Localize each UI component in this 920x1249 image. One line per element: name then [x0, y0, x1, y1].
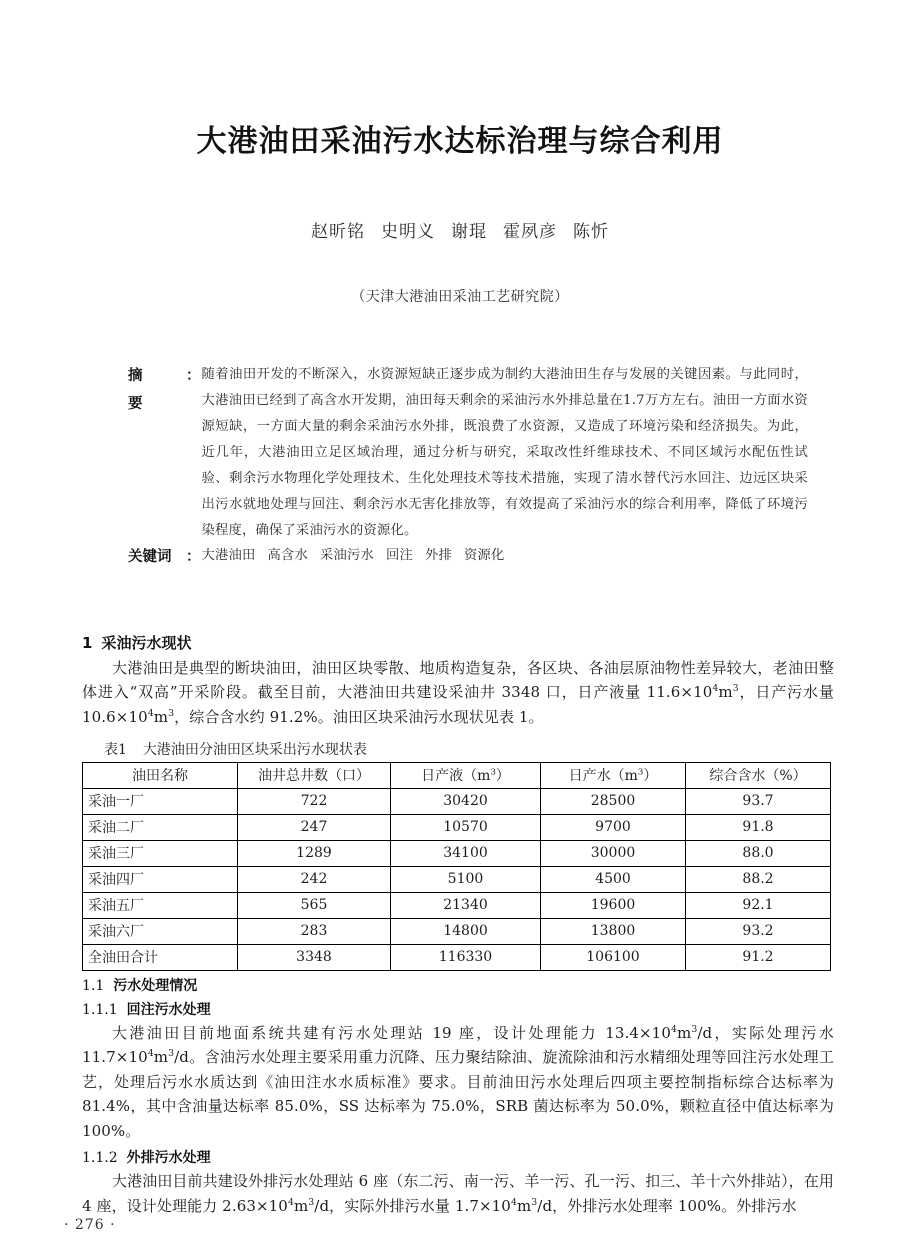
keyword-item: 外排: [425, 548, 452, 564]
author-name: 陈忻: [573, 222, 609, 242]
body-area: [0, 572, 920, 1219]
table-cell-oilfield-name: 采油二厂: [83, 814, 238, 840]
page-number: · 276 ·: [64, 1217, 116, 1233]
table-cell-oilfield-name: 全油田合计: [83, 944, 238, 970]
subsection-title: 污水处理情况: [113, 977, 198, 994]
author-list: [0, 161, 920, 242]
abstract-block: [0, 306, 920, 572]
table-row: [83, 814, 831, 840]
subsection-number: 1.1.1: [82, 1001, 118, 1018]
table-row: [83, 918, 831, 944]
abstract-text: 随着油田开发的不断深入，水资源短缺正逐步成为制约大港油田生存与发展的关键因素。与此同时，大港油田已经到了高含水开发期，油田每天剩余的采油污水外排总量在1.7万方左右。油田一方面水资源短缺，一方面大量的剩余采油污水外排，既浪费了水资源，又造成了环境污染和经济损失。为此，近几年，大港油田立足区域治理，通过分析与研究，采取改性纤维球技术、不同区域污水配伍性试验、剩余污水物理化学处理技术、生化处理技术等技术措施，实现了清水替代污水回注、边远区块采出污水就地处理与回注、剩余污水无害化排放等，有效提高了采油污水的综合利用率，降低了环境污染程度，确保了采油污水的资源化。: [201, 367, 808, 538]
table-cell-value: 19600: [541, 892, 686, 918]
section-heading-1: [82, 632, 834, 653]
table-row: [83, 840, 831, 866]
keyword-item: 资源化: [464, 548, 505, 564]
table-cell-value: 88.0: [686, 840, 831, 866]
table-cell-value: 92.1: [686, 892, 831, 918]
table-header: [83, 762, 831, 788]
table-column-header: 油井总井数（口）: [238, 762, 391, 788]
table-caption: [82, 739, 834, 759]
table-caption-number: 表1: [104, 741, 127, 758]
keyword-item: 采油污水: [320, 548, 374, 564]
table-cell-value: 116330: [391, 944, 541, 970]
keywords-colon: ：: [186, 549, 201, 566]
table-cell-value: 91.8: [686, 814, 831, 840]
section-number: 1: [82, 633, 93, 652]
subsection-title: 回注污水处理: [126, 1001, 211, 1018]
table-cell-value: 14800: [391, 918, 541, 944]
table-cell-value: 242: [238, 866, 391, 892]
keywords-row: [128, 543, 808, 571]
author-name: 谢琨: [451, 222, 487, 242]
section-title: 采油污水现状: [101, 633, 192, 652]
author-name: 史明义: [381, 222, 435, 242]
table-cell-value: 5100: [391, 866, 541, 892]
table-cell-value: 3348: [238, 944, 391, 970]
subsection-title: 外排污水处理: [126, 1150, 211, 1167]
table-row: [83, 788, 831, 814]
keywords-label: 关键词: [128, 549, 172, 566]
affiliation: （天津大港油田采油工艺研究院）: [351, 289, 569, 305]
abstract-row: [128, 362, 808, 543]
table-header-row: [83, 762, 831, 788]
paragraph-section-1-1-1: 大港油田目前地面系统共建有污水处理站 19 座，设计处理能力 $13.4\times 10^4m^3/d$，实际处理污水 $11.7\times 10^4m^3/d$。含油污水处理主要采用重力沉降、压力聚结除油、旋流除油和污水精细处理等回注污水处理工艺，处理后污水水质达到《油田注水水质标准》要求。目前油田污水处理后四项主要控制指标综合达标率为 81.4%，其中含油量达标率 85.0%，SS 达标率为 75.0%，SRB 菌达标率为 50.0%，颗粒直径中值达标率为 100%。: [82, 1023, 835, 1140]
table-caption-text: 大港油田分油田区块采出污水现状表: [142, 741, 367, 758]
table-cell-value: 283: [238, 918, 391, 944]
table-cell-value: 1289: [238, 840, 391, 866]
keyword-item: 大港油田: [201, 548, 256, 564]
table-cell-oilfield-name: 采油四厂: [83, 866, 238, 892]
paragraph-section-1-1-2: 大港油田目前共建设外排污水处理站 6 座（东二污、南一污、羊一污、孔一污、扣三、羊十六外排站），在用 4 座，设计处理能力 $2.63\times 10^4m^3/d$，实际外排污水量 $1.7\times 10^4m^3/d$，外排污水处理率 100%。外排污水: [82, 1172, 834, 1216]
table-cell-oilfield-name: 采油三厂: [83, 840, 238, 866]
subsection-number: 1.1.2: [82, 1150, 118, 1167]
page-title: 大港油田采油污水达标治理与综合利用: [196, 124, 724, 159]
keyword-item: 高含水: [267, 548, 308, 564]
subsection-number: 1.1: [82, 977, 105, 994]
table-cell-value: 30420: [391, 788, 541, 814]
paragraph-section-1: 大港油田是典型的断块油田，油田区块零散、地质构造复杂，各区块、各油层原油物性差异较大，老油田整体进入“双高”开采阶段。截至目前，大港油田共建设采油井 3348 口，日产液量 $11.6\times 10^4m^3$，日产污水量 $10.6\times 10^4m^3$，综合含水约 91.2%。油田区块采油污水现状见表 1。: [82, 658, 834, 726]
table-cell-oilfield-name: 采油五厂: [83, 892, 238, 918]
author-name: 霍夙彦: [503, 222, 557, 242]
section-heading-1-1-2: [82, 1147, 834, 1167]
table-cell-value: 106100: [541, 944, 686, 970]
table-cell-value: 28500: [541, 788, 686, 814]
table-column-header: 日产水$(m^3)$: [541, 762, 686, 788]
table-cell-value: 93.7: [686, 788, 831, 814]
table-cell-value: 91.2: [686, 944, 831, 970]
table-oilfield-wastewater: [82, 762, 831, 971]
table-cell-value: 21340: [391, 892, 541, 918]
table-cell-value: 30000: [541, 840, 686, 866]
abstract-colon: ：: [186, 368, 201, 384]
table-cell-value: 247: [238, 814, 391, 840]
table-cell-value: 34100: [391, 840, 541, 866]
table-cell-value: 88.2: [686, 866, 831, 892]
keywords-list: [202, 543, 809, 569]
section-heading-1-1: [82, 975, 834, 995]
table-column-header: 综合含水（%）: [686, 762, 831, 788]
table-cell-value: 722: [238, 788, 391, 814]
table-cell-value: 93.2: [686, 918, 831, 944]
table-row: [83, 892, 831, 918]
table-cell-value: 565: [238, 892, 391, 918]
table-cell-oilfield-name: 采油六厂: [83, 918, 238, 944]
table-row: [83, 944, 831, 970]
table-cell-value: 4500: [541, 866, 686, 892]
section-heading-1-1-1: [82, 999, 834, 1019]
table-column-header: 日产液$(m^3)$: [391, 762, 541, 788]
table-cell-value: 9700: [541, 814, 686, 840]
abstract-label: 摘 要: [128, 368, 169, 413]
table-cell-value: 13800: [541, 918, 686, 944]
table-cell-value: 10570: [391, 814, 541, 840]
keyword-item: 回注: [386, 548, 413, 564]
author-name: 赵昕铭: [311, 222, 365, 242]
table-column-header: 油田名称: [83, 762, 238, 788]
table-body: [83, 788, 831, 970]
table-cell-oilfield-name: 采油一厂: [83, 788, 238, 814]
table-row: [83, 866, 831, 892]
